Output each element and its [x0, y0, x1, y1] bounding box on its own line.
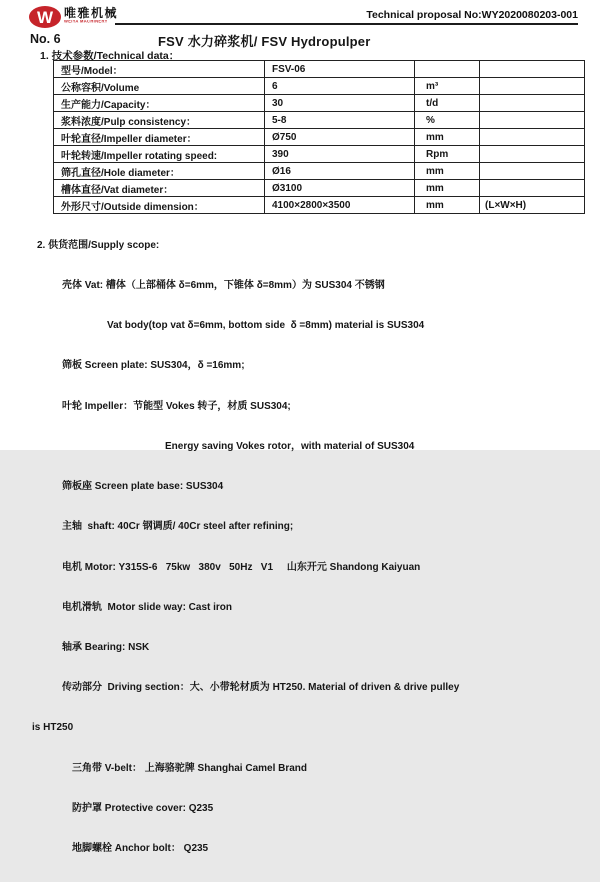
supply-line-protective-cover: 防护罩 Protective cover: Q235	[72, 802, 214, 814]
supply-line-screen-plate: 筛板 Screen plate: SUS304，δ =16mm;	[62, 360, 245, 372]
cell-note	[480, 61, 585, 78]
section-heading-technical-data: 1. 技术参数/Technical data：	[40, 50, 180, 62]
cell-unit: mm	[415, 180, 480, 197]
supply-line-screen-plate-base: 筛板座 Screen plate base: SUS304	[62, 481, 224, 493]
cell-label: 型号/Model：	[54, 61, 265, 78]
table-row	[54, 61, 585, 78]
table-row	[54, 163, 585, 180]
supply-line-impeller: 叶轮 Impeller：节能型 Vokes 转子，材质 SUS304;	[62, 400, 291, 412]
cell-value: 4100×2800×3500	[265, 197, 415, 214]
section-heading-supply-scope: 2. 供货范围/Supply scope:	[37, 239, 160, 251]
cell-label: 浆料浓度/Pulp consistency：	[54, 112, 265, 129]
company-name-cn: 唯雅机械	[64, 6, 119, 20]
cell-unit: mm	[415, 197, 480, 214]
supply-line-impeller-en: Energy saving Vokes rotor，with material of SUS304	[165, 440, 415, 452]
table-row	[54, 112, 585, 129]
cell-note	[480, 112, 585, 129]
supply-line-anchor-bolt: 地脚螺栓 Anchor bolt： Q235	[72, 843, 209, 855]
cell-note	[480, 78, 585, 95]
cell-label: 叶轮直径/Impeller diameter：	[54, 129, 265, 146]
cell-value: Ø3100	[265, 180, 415, 197]
supply-line-driving-section-wrap: is HT250	[32, 722, 74, 734]
cell-note	[480, 146, 585, 163]
cell-label: 公称容积/Volume	[54, 78, 265, 95]
cell-label: 生产能力/Capacity：	[54, 95, 265, 112]
cell-unit: Rpm	[415, 146, 480, 163]
supply-line-vat: 壳体 Vat: 槽体（上部桶体 δ=6mm，下锥体 δ=8mm）为 SUS304 不锈钢	[62, 280, 385, 292]
supply-scope-section	[0, 212, 600, 882]
cell-unit: mm	[415, 129, 480, 146]
cell-value: 390	[265, 146, 415, 163]
table-row	[54, 95, 585, 112]
supply-line-vat-en: Vat body(top vat δ=6mm, bottom side δ =8mm) material is SUS304	[107, 320, 425, 332]
page-title: FSV 水力碎浆机/ FSV Hydropulper	[158, 34, 371, 49]
cell-value: 30	[265, 95, 415, 112]
svg-text:W: W	[36, 8, 54, 27]
cell-note	[480, 129, 585, 146]
supply-line-shaft: 主轴 shaft: 40Cr 钢调质/ 40Cr steel after refining;	[62, 521, 294, 533]
cell-unit: %	[415, 112, 480, 129]
table-row	[54, 146, 585, 163]
cell-value: 6	[265, 78, 415, 95]
proposal-number: Technical proposal No:WY2020080203-001	[366, 9, 578, 21]
company-logo-icon	[28, 5, 62, 29]
cell-note	[480, 95, 585, 112]
cell-note: (L×W×H)	[480, 197, 585, 214]
supply-line-v-belt: 三角带 V-belt： 上海骆驼牌 Shanghai Camel Brand	[72, 762, 308, 774]
document-number: No. 6	[30, 32, 61, 46]
company-name-en: WEIYA MACHINERY	[64, 20, 108, 25]
cell-unit: mm	[415, 163, 480, 180]
supply-line-motor-slide-way: 电机滑轨 Motor slide way: Cast iron	[62, 601, 233, 613]
cell-label: 叶轮转速/Impeller rotating speed:	[54, 146, 265, 163]
table-row	[54, 78, 585, 95]
cell-unit: m³	[415, 78, 480, 95]
cell-label: 槽体直径/Vat diameter：	[54, 180, 265, 197]
table-row	[54, 180, 585, 197]
cell-unit	[415, 61, 480, 78]
header-divider	[115, 23, 578, 25]
supply-line-bearing: 轴承 Bearing: NSK	[62, 642, 150, 653]
cell-value: FSV-06	[265, 61, 415, 78]
table-row	[54, 197, 585, 214]
cell-label: 外形尺寸/Outside dimension：	[54, 197, 265, 214]
cell-value: 5-8	[265, 112, 415, 129]
cell-value: Ø16	[265, 163, 415, 180]
cell-note	[480, 163, 585, 180]
technical-data-table	[53, 60, 585, 214]
cell-label: 筛孔直径/Hole diameter：	[54, 163, 265, 180]
cell-unit: t/d	[415, 95, 480, 112]
cell-value: Ø750	[265, 129, 415, 146]
cell-note	[480, 180, 585, 197]
supply-line-driving-section: 传动部分 Driving section：大、小带轮材质为 HT250. Material of driven & drive pulley	[62, 682, 460, 694]
table-row	[54, 129, 585, 146]
supply-line-motor: 电机 Motor: Y315S-6 75kw 380v 50Hz V1 山东开元 Shandong Kaiyuan	[62, 561, 421, 573]
